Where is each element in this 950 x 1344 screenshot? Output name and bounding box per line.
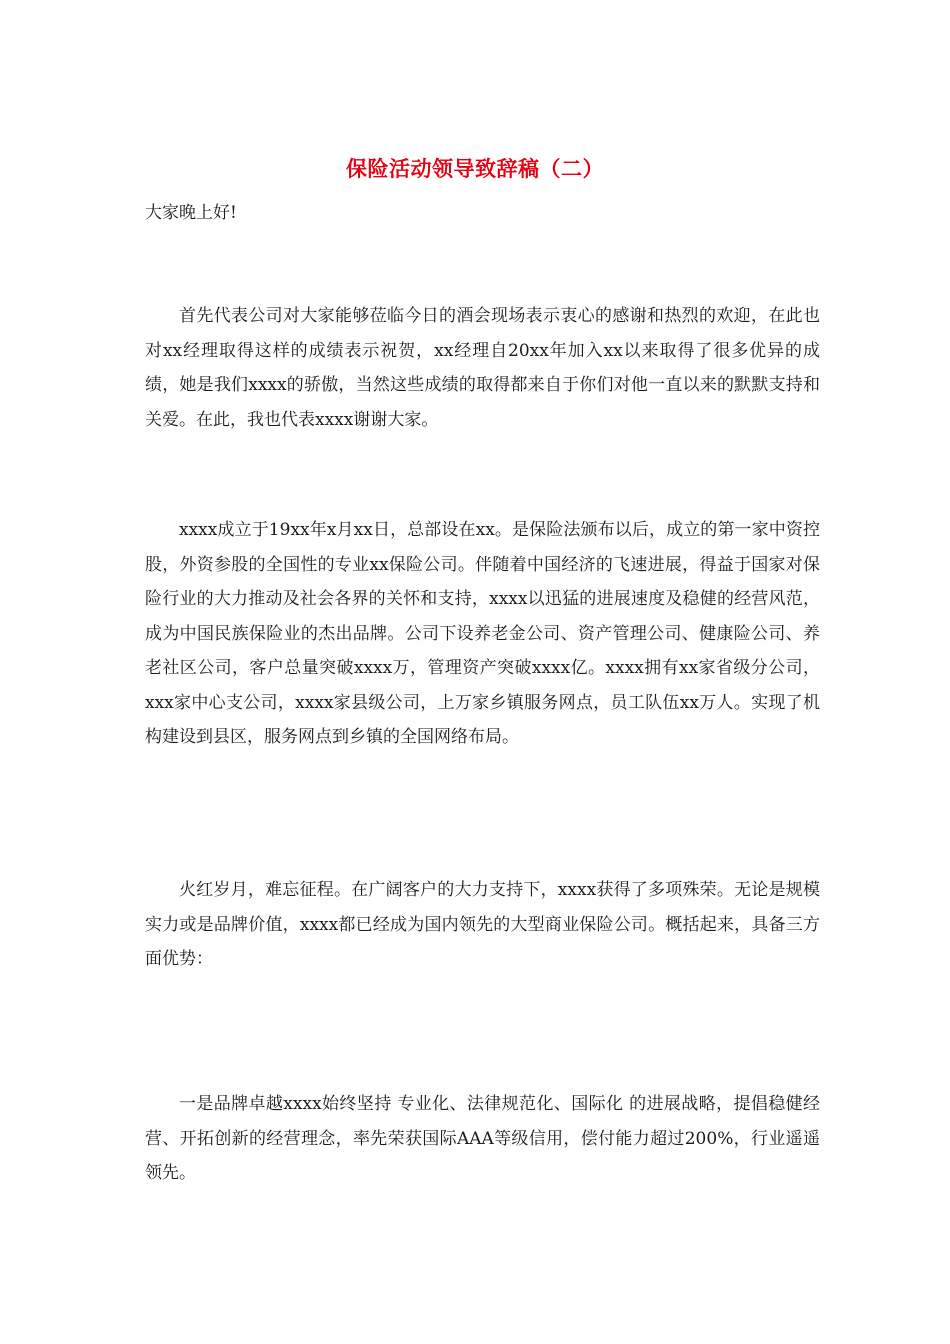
paragraph-company-intro: xxxx成立于19xx年x月xx日，总部设在xx。是保险法颁布以后，成立的第一家中资控股，外资参股的全国性的专业xx保险公司。伴随着中国经济的飞速进展，得益于国家对保险行业的大力推动及社会各界的关怀和支持，xxxx以迅猛的进展速度及稳健的经营风范，成为中国民族保险业的杰出品牌。公司下设养老金公司、资产管理公司、健康险公司、养老社区公司，客户总量突破xxxx万，管理资产突破xxxx亿。xxxx拥有xx家省级分公司，xxx家中心支公司，xxxx家县级公司，上万家乡镇服务网点，员工队伍xx万人。实现了机构建设到县区，服务网点到乡镇的全国网络布局。 [145,520,820,747]
paragraph-brand-advantage: 一是品牌卓越xxxx始终坚持 专业化、法律规范化、国际化 的进展战略，提倡稳健经营、开拓创新的经营理念，率先荣获国际AAA等级信用，偿付能力超过200%，行业遥遥领先。 [145,1094,820,1183]
page-title: 保险活动领导致辞稿（二） [346,157,604,181]
paragraph-welcome: 首先代表公司对大家能够莅临今日的酒会现场表示衷心的感谢和热烈的欢迎，在此也对xx经理取得这样的成绩表示祝贺，xx经理自20xx年加入xx以来取得了很多优异的成绩，她是我们xxxx的骄傲，当然这些成绩的取得都来自于你们对他一直以来的默默支持和关爱。在此，我也代表xxxx谢谢大家。 [145,306,820,430]
paragraph-honors: 火红岁月，难忘征程。在广阔客户的大力支持下，xxxx获得了多项殊荣。无论是规模实力或是品牌价值，xxxx都已经成为国内领先的大型商业保险公司。概括起来，具备三方面优势： [145,880,820,969]
greeting-line: 大家晚上好! [145,203,237,223]
